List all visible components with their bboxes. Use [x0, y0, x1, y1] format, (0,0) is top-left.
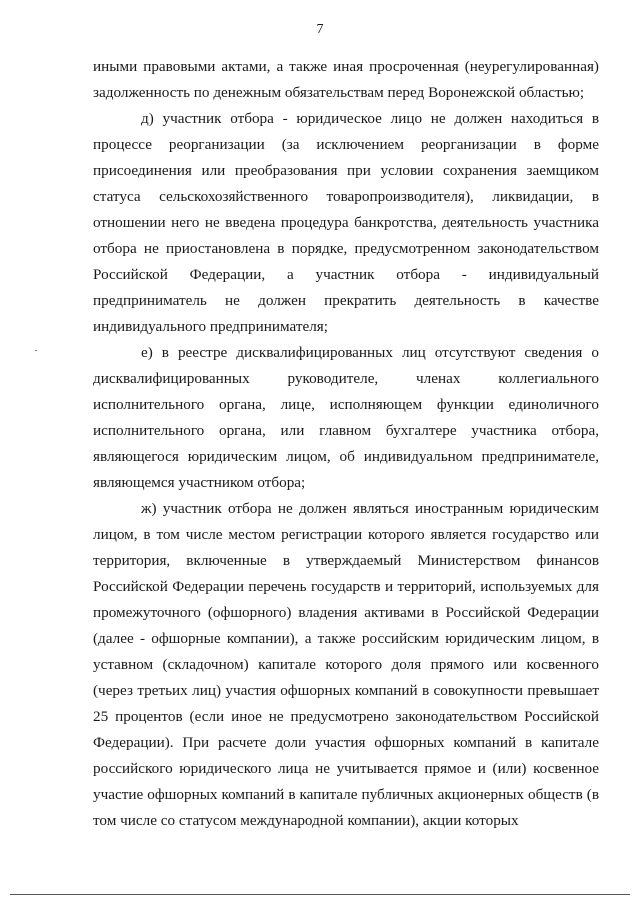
paragraph-item-zh: ж) участник отбора не должен являться иностранным юридическим лицом, в том числе местом регистрации которого является государство или территория, включенные в утверждаемый Министерством финансов Российской Федерации перечень государств и территорий, используемых для промежуточного (офшорного) владения активами в Российской Федерации (далее - офшорные компании), а также российским юридическим лицом, в уставном (складочном) капитале которого доля прямого или косвенного (через третьих лиц) участия офшорных компаний в совокупности превышает 25 процентов (если иное не предусмотрено законодательством Российской Федерации). При расчете доли участия офшорных компаний в капитале российского юридического лица не учитывается прямое и (или) косвенное участие офшорных компаний в капитале публичных акционерных обществ (в том числе со статусом международной компании), акции которых [93, 500, 599, 829]
document-body [93, 54, 599, 834]
paragraph-item-e: е) в реестре дисквалифицированных лиц отсутствуют сведения о дисквалифицированных руководителе, членах коллегиального исполнительного органа, лице, исполняющем функции единоличного исполнительного органа, или главном бухгалтере участника отбора, являющегося юридическим лицом, об индивидуальном предпринимателе, являющемся участником отбора; [93, 344, 599, 491]
page-number: 7 [316, 22, 324, 37]
paragraph-item-d: д) участник отбора - юридическое лицо не должен находиться в процессе реорганизации (за исключением реорганизации в форме присоединения или преобразования при условии сохранения заемщиком статуса сельскохозяйственного товаропроизводителя), ликвидации, в отношении него не введена процедура банкротства, деятельность участника отбора не приостановлена в порядке, предусмотренном законодательством Российской Федерации, а участник отбора - индивидуальный предприниматель не должен прекратить деятельность в качестве индивидуального предпринимателя; [93, 110, 599, 335]
paragraph-continuation: иными правовыми актами, а также иная просроченная (неурегулированная) задолженность по денежным обязательствам перед Воронежской областью; [93, 58, 599, 101]
footer-rule [10, 894, 630, 895]
margin-mark [35, 350, 37, 351]
